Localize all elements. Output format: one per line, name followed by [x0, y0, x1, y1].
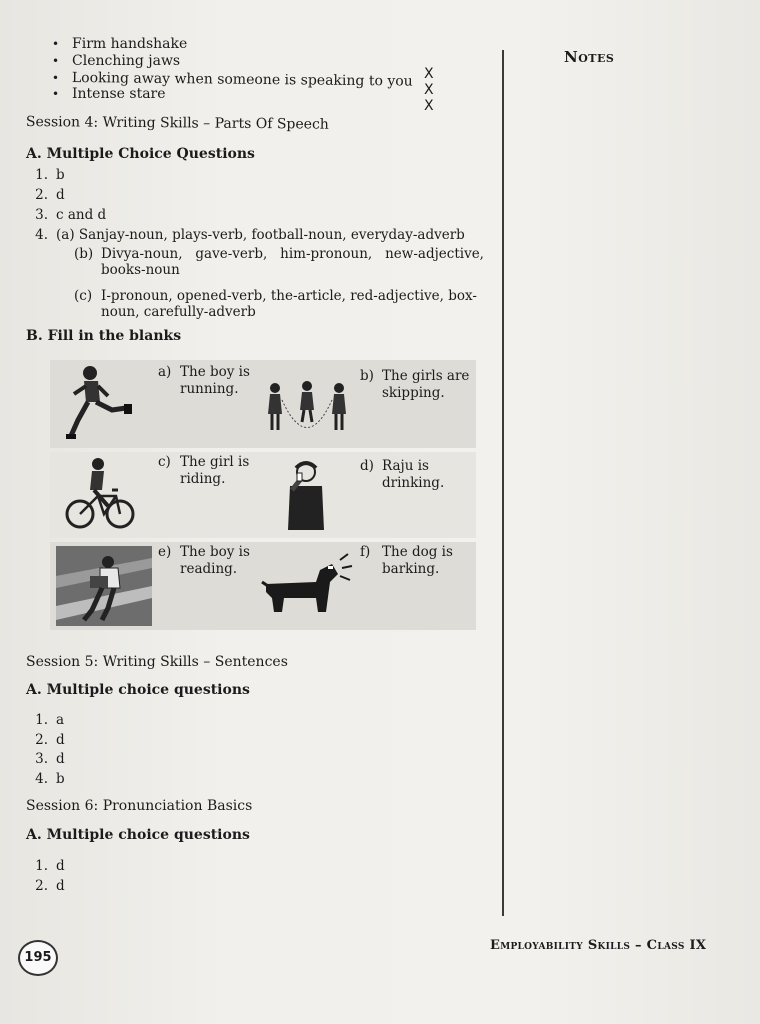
answer-item: 1. b: [35, 167, 65, 183]
running-boy-illustration: [64, 364, 136, 444]
caption-e: e) The boy is reading.: [158, 544, 250, 577]
fill-in-blanks-grid: [50, 360, 476, 630]
notes-heading: Notes: [564, 48, 615, 66]
session-5-title: Session 5: Writing Skills – Sentences: [26, 654, 288, 670]
caption-b: b) The girls are skipping.: [360, 368, 470, 401]
session-4-title: Session 4: Writing Skills – Parts Of Speech: [25, 114, 329, 133]
cross-mark: X: [424, 98, 434, 114]
footer-title: Employability Skills – Class IX: [490, 938, 707, 953]
session-5-heading: A. Multiple choice questions: [26, 682, 250, 698]
answer-item: 1. a: [35, 712, 65, 728]
barking-dog-illustration: [260, 552, 356, 618]
answer-item: 3. d: [35, 751, 65, 767]
answer-subitem: (b) Divya-noun, gave-verb, him-pronoun, new-adjective, books-noun: [74, 246, 484, 278]
caption-d: d) Raju is drinking.: [360, 458, 445, 491]
answer-item: 3. c and d: [35, 207, 107, 223]
caption-a: a) The boy is running.: [158, 364, 250, 397]
caption-c: c) The girl is riding.: [158, 454, 250, 487]
bicycle-girl-illustration: [64, 456, 138, 534]
bullet-item: • Clenching jaws: [52, 53, 181, 69]
reading-boy-illustration: [56, 546, 152, 626]
answer-item: 2. d: [35, 878, 65, 894]
column-divider: [502, 50, 504, 916]
section-b-heading: B. Fill in the blanks: [26, 328, 182, 344]
answer-subitem: (c) I-pronoun, opened-verb, the-article, red-adjective, box- noun, carefully-adverb: [74, 288, 477, 320]
bullet-item: • Intense stare: [52, 86, 166, 102]
answer-item: 2. d: [35, 732, 65, 748]
bullet-item: • Looking away when someone is speaking to you: [51, 70, 413, 90]
caption-f: f) The dog is barking.: [360, 544, 453, 577]
cross-mark: X: [424, 82, 434, 98]
cross-mark: X: [424, 66, 434, 82]
section-a-heading: A. Multiple Choice Questions: [26, 146, 255, 162]
answer-item: 1. d: [35, 858, 65, 874]
drinking-boy-illustration: [282, 460, 330, 536]
skipping-girls-illustration: [262, 380, 352, 442]
page-number: 195: [18, 940, 58, 976]
answer-item: 4. b: [35, 771, 65, 787]
bullet-item: • Firm handshake: [52, 36, 188, 52]
session-6-heading: A. Multiple choice questions: [26, 827, 250, 843]
session-6-title: Session 6: Pronunciation Basics: [26, 798, 253, 814]
answer-item: 2. d: [35, 187, 65, 203]
answer-item: 4. (a) Sanjay-noun, plays-verb, football-noun, everyday-adverb: [35, 227, 465, 243]
